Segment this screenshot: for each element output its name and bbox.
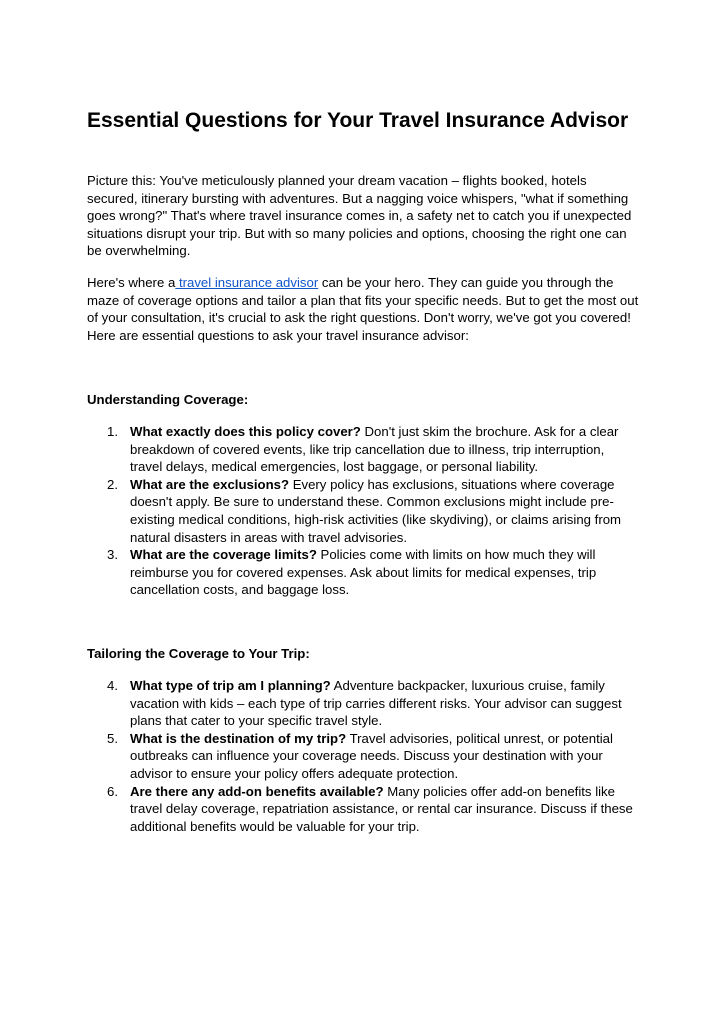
list-number: 2.	[107, 476, 118, 492]
answer-text: Every policy has exclusions, situations where coverage doesn't apply. Be sure to understand these. Common exclusions might include pre-existing medical conditions, high-risk activities (like skydiving), or claims arising from natural disasters in areas with travel advisories.	[130, 476, 622, 545]
trip-questions-list	[87, 677, 639, 835]
advisor-paragraph-end: can be your hero. They can guide you through the maze of coverage options and tailor a plan that fits your specific needs. But to get the most out of your consultation, it's crucial to ask the right questions. Don't worry, we've got you covered! Here are essential questions to ask your travel insurance advisor:	[87, 275, 639, 343]
list-number: 4.	[107, 678, 118, 693]
coverage-questions-list	[87, 423, 639, 599]
answer-text: Don't just skim the brochure. Ask for a clear breakdown of covered events, like trip cancellation due to illness, trip interruption, travel delays, medical emergencies, lost baggage, or personal liability.	[130, 424, 619, 475]
intro-paragraph: Picture this: You've meticulously planned your dream vacation – flights booked, hotels secured, itinerary bursting with adventures. But a nagging voice whispers, "what if something goes wrong?" That's where travel insurance comes in, a safety net to catch you if unexpected situations disrupt your trip. But with so many policies and options, choosing the right one can be overwhelming.	[87, 173, 632, 259]
section-heading-understanding-coverage: Understanding Coverage:	[87, 392, 249, 407]
question-text: What is the destination of my trip?	[130, 730, 347, 746]
list-item	[87, 423, 639, 476]
advisor-paragraph-start: Here's where a	[87, 275, 176, 290]
question-text: What are the coverage limits?	[130, 547, 317, 563]
answer-text: Travel advisories, political unrest, or potential outbreaks can influence your coverage needs. Discuss your destination with your advisor to ensure your policy offers adequate protection.	[130, 730, 613, 781]
question-text: What are the exclusions?	[130, 476, 290, 492]
list-number: 1.	[107, 424, 118, 439]
list-number: 5.	[107, 730, 118, 746]
list-item	[87, 546, 639, 599]
question-text: Are there any add-on benefits available?	[130, 783, 384, 799]
answer-text: Adventure backpacker, luxurious cruise, family vacation with kids – each type of trip carries different risks. Your advisor can suggest plans that cater to your specific travel style.	[130, 678, 622, 729]
travel-insurance-advisor-link[interactable]: travel insurance advisor	[175, 275, 319, 290]
section-heading-tailoring-coverage: Tailoring the Coverage to Your Trip:	[87, 646, 310, 661]
list-number: 3.	[107, 547, 118, 563]
question-text: What type of trip am I planning?	[130, 678, 331, 693]
advisor-paragraph	[87, 274, 639, 344]
list-item	[87, 476, 639, 546]
page-title: Essential Questions for Your Travel Insurance Advisor	[87, 109, 629, 132]
list-item	[87, 677, 639, 730]
list-item	[87, 783, 639, 836]
list-item	[87, 730, 639, 783]
list-number: 6.	[107, 783, 118, 799]
answer-text: Policies come with limits on how much they will reimburse you for covered expenses. Ask about limits for medical expenses, trip cancellation costs, and baggage loss.	[130, 547, 597, 598]
answer-text: Many policies offer add-on benefits like travel delay coverage, repatriation assistance, or rental car insurance. Discuss if these additional benefits would be valuable for your trip.	[130, 783, 633, 834]
question-text: What exactly does this policy cover?	[130, 424, 361, 439]
